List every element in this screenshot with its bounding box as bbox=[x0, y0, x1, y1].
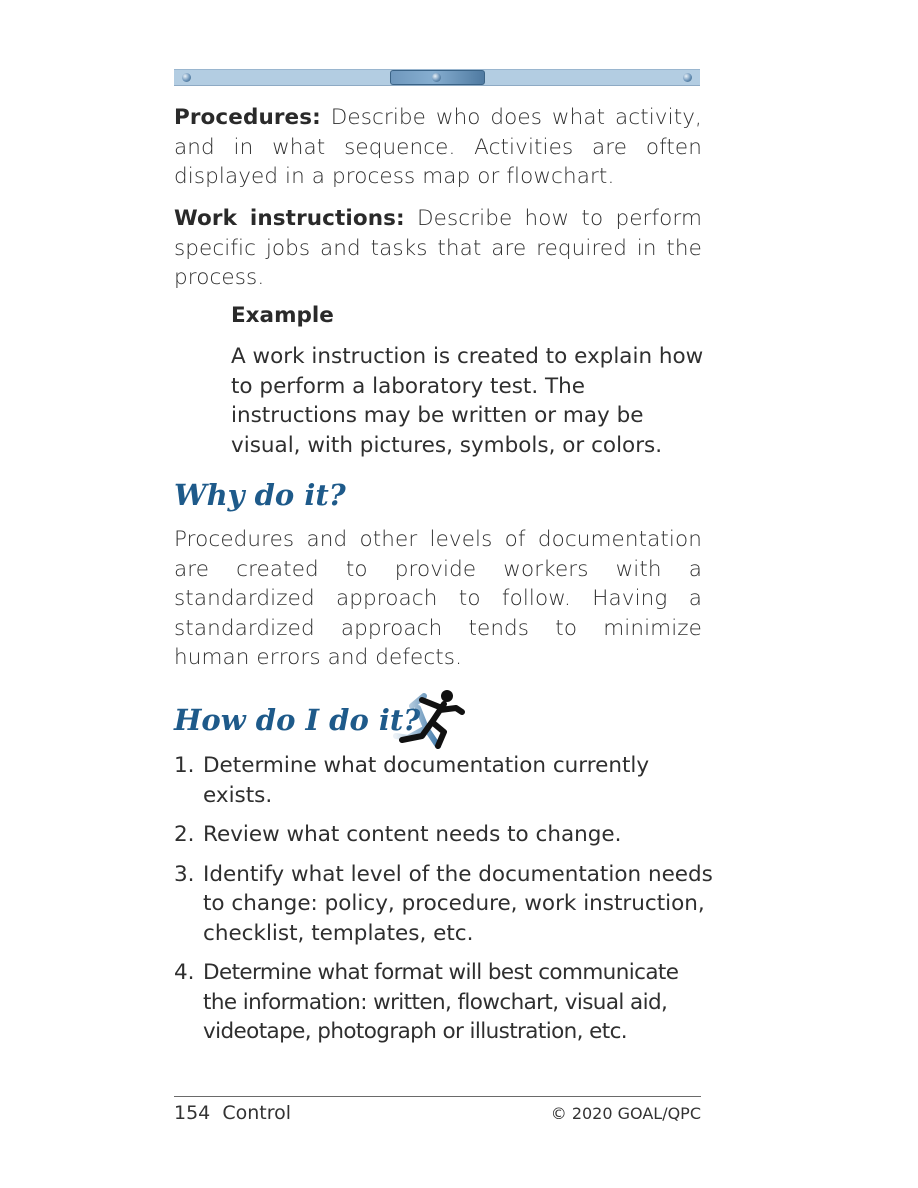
list-item bbox=[174, 751, 714, 810]
procedures-term: Procedures: bbox=[174, 105, 321, 130]
footer-copyright: © 2020 GOAL/QPC bbox=[550, 1104, 701, 1123]
list-item bbox=[174, 860, 714, 949]
work-instructions-paragraph bbox=[174, 204, 702, 293]
how-heading: How do I do it? bbox=[174, 703, 421, 737]
step-text: Determine what format will best communicate the information: written, flowchart, visual aid, videotape, photograph or illustration, etc. bbox=[203, 960, 679, 1044]
footer-divider bbox=[174, 1096, 701, 1097]
list-item bbox=[174, 820, 714, 850]
procedures-paragraph bbox=[174, 103, 702, 192]
why-body: Procedures and other levels of documentation are created to provide workers with a standardized approach to follow. Having a standardized approach tends to minimize human errors and defects. bbox=[174, 527, 702, 670]
step-number: 4. bbox=[174, 960, 195, 985]
list-item bbox=[174, 958, 714, 1047]
section-name: Control bbox=[222, 1102, 292, 1124]
step-text: Identify what level of the documentation needs to change: policy, procedure, work instruction, checklist, templates, etc. bbox=[203, 861, 713, 946]
right-bead-icon bbox=[683, 73, 692, 82]
work-instructions-text: Describe how to perform specific jobs and tasks that are required in the process. bbox=[174, 206, 702, 290]
page-number: 154 bbox=[174, 1102, 211, 1124]
work-instructions-term: Work instructions: bbox=[174, 206, 405, 231]
example-heading: Example bbox=[231, 303, 334, 328]
center-slider-ornament bbox=[390, 70, 485, 85]
example-body: A work instruction is created to explain how to perform a laboratory test. The instructions may be written or may be visual, with pictures, symbols, or colors. bbox=[231, 344, 704, 458]
why-heading: Why do it? bbox=[174, 478, 346, 512]
step-number: 1. bbox=[174, 753, 195, 778]
step-text: Determine what documentation currently exists. bbox=[203, 753, 650, 808]
footer-page-info bbox=[174, 1102, 291, 1124]
running-figure-icon bbox=[392, 688, 466, 750]
step-number: 2. bbox=[174, 822, 195, 847]
how-steps-list bbox=[174, 751, 714, 1057]
step-text: Review what content needs to change. bbox=[203, 822, 622, 847]
left-bead-icon bbox=[182, 73, 191, 82]
procedures-text: Describe who does what activity, and in what sequence. Activities are often displayed in a process map or flowchart. bbox=[174, 105, 702, 189]
center-bead-icon bbox=[432, 73, 441, 82]
step-number: 3. bbox=[174, 861, 195, 887]
decorative-header-bar bbox=[174, 69, 700, 86]
